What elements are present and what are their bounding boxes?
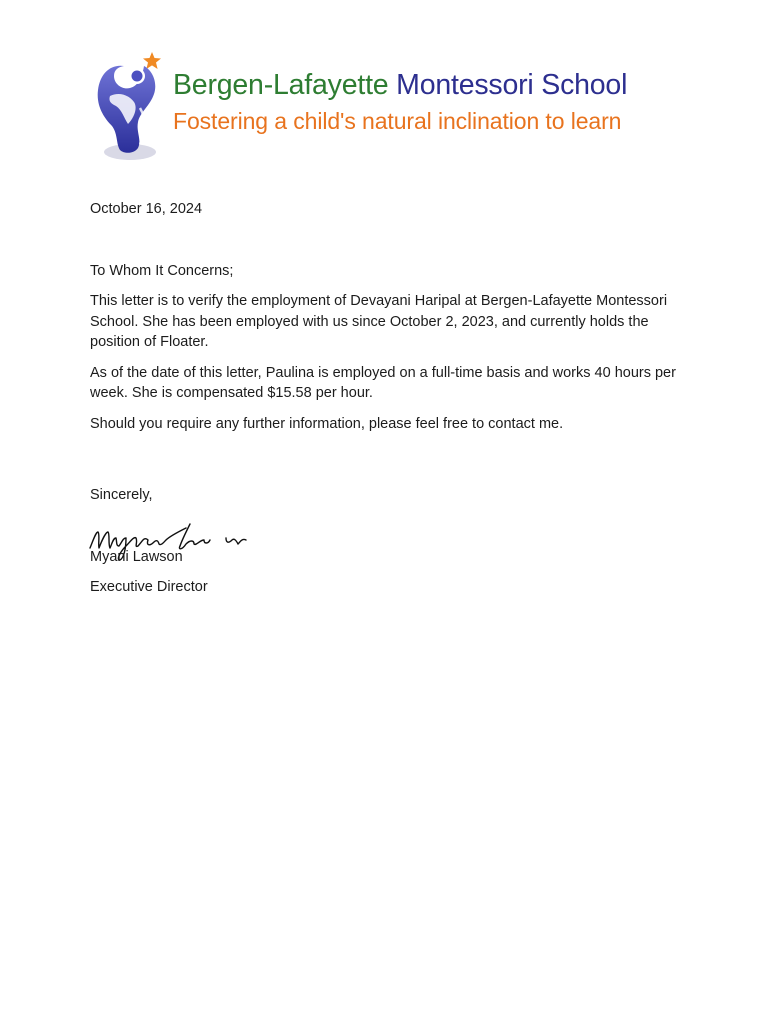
letterhead [94,48,684,166]
letter-body [90,199,690,598]
handwritten-signature [90,506,690,547]
letter-salutation: To Whom It Concerns; [90,262,234,279]
letter-paragraph-3: Should you require any further information, please feel free to contact me. [90,415,564,432]
letter-closing: Sincerely, [90,487,153,503]
letter-date: October 16, 2024 [90,201,203,217]
school-name [173,68,627,102]
letter-paragraph-2: As of the date of this letter, Paulina is employed on a full-time basis and works 40 hours per week. She is compensated $15.58 per hour. [90,364,676,401]
signer-name: Myani Lawson [90,548,183,565]
signer-title: Executive Director [90,579,208,595]
school-name-part-a: Bergen-Lafayette [173,69,389,101]
child-figure-with-star-logo-icon [94,48,166,164]
school-name-part-b: Montessori School [396,69,628,101]
letter-paragraph-1: This letter is to verify the employment of Devayani Haripal at Bergen-Lafayette Montessori School. She has been employed with us since October 2, 2023, and currently holds the position of Floater. [90,293,668,350]
school-tagline: Fostering a child's natural inclination to learn [173,108,622,134]
